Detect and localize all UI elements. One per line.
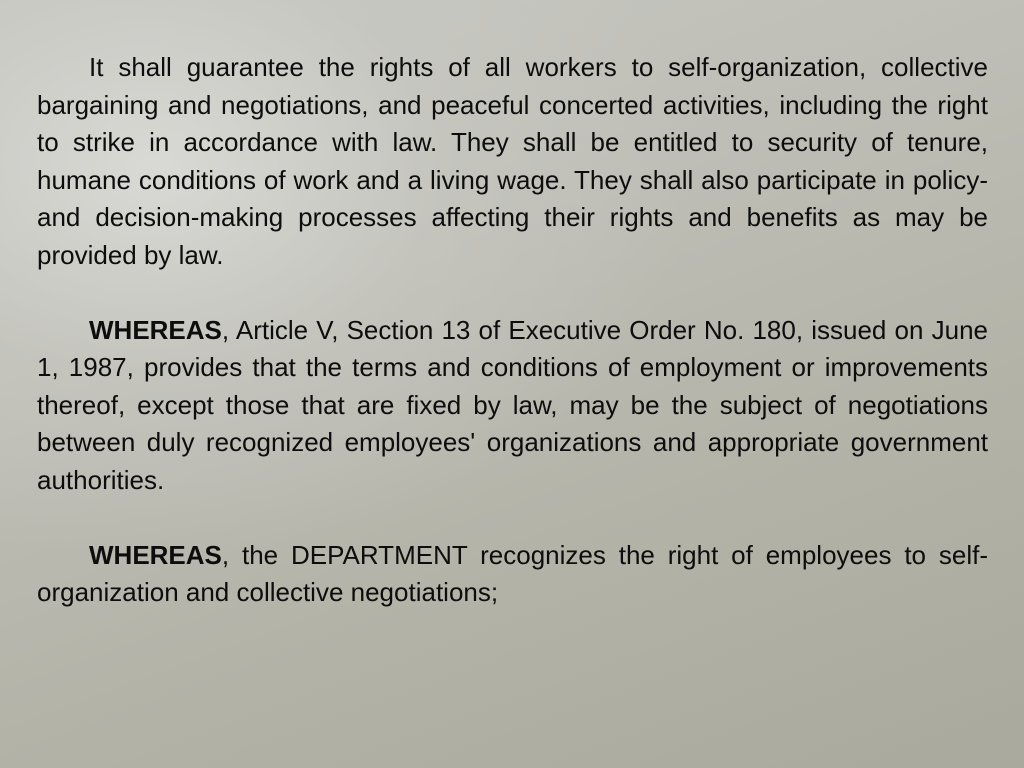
whereas-keyword: WHEREAS [89,539,222,570]
paragraph-constitutional-provision [37,49,988,275]
paragraph-text: , Article V, Section 13 of Executive Order No. 180, issued on June 1, 1987, provides that the terms and conditions of employment or improvements thereof, except those that are fixed by law, may be the subject of negotiations between duly recognized employees' organizations and appropriate government authorities. [37,314,988,495]
document-body [37,49,988,612]
paragraph-whereas-department [37,537,988,612]
whereas-keyword: WHEREAS [89,314,222,345]
paragraph-whereas-executive-order [37,312,988,500]
paragraph-text: , the DEPARTMENT recognizes the right of employees to self- organization and collective negotiations; [37,539,988,608]
paragraph-text: It shall guarantee the rights of all workers to self-organization, collective bargaining and negotiations, and peaceful concerted activities, including the right to strike in accordance with law. They shall be entitled to security of tenure, humane conditions of work and a living wage. They shall also participate in policy- and decision-making processes affecting their rights and benefits as may be provided by law. [37,52,988,270]
